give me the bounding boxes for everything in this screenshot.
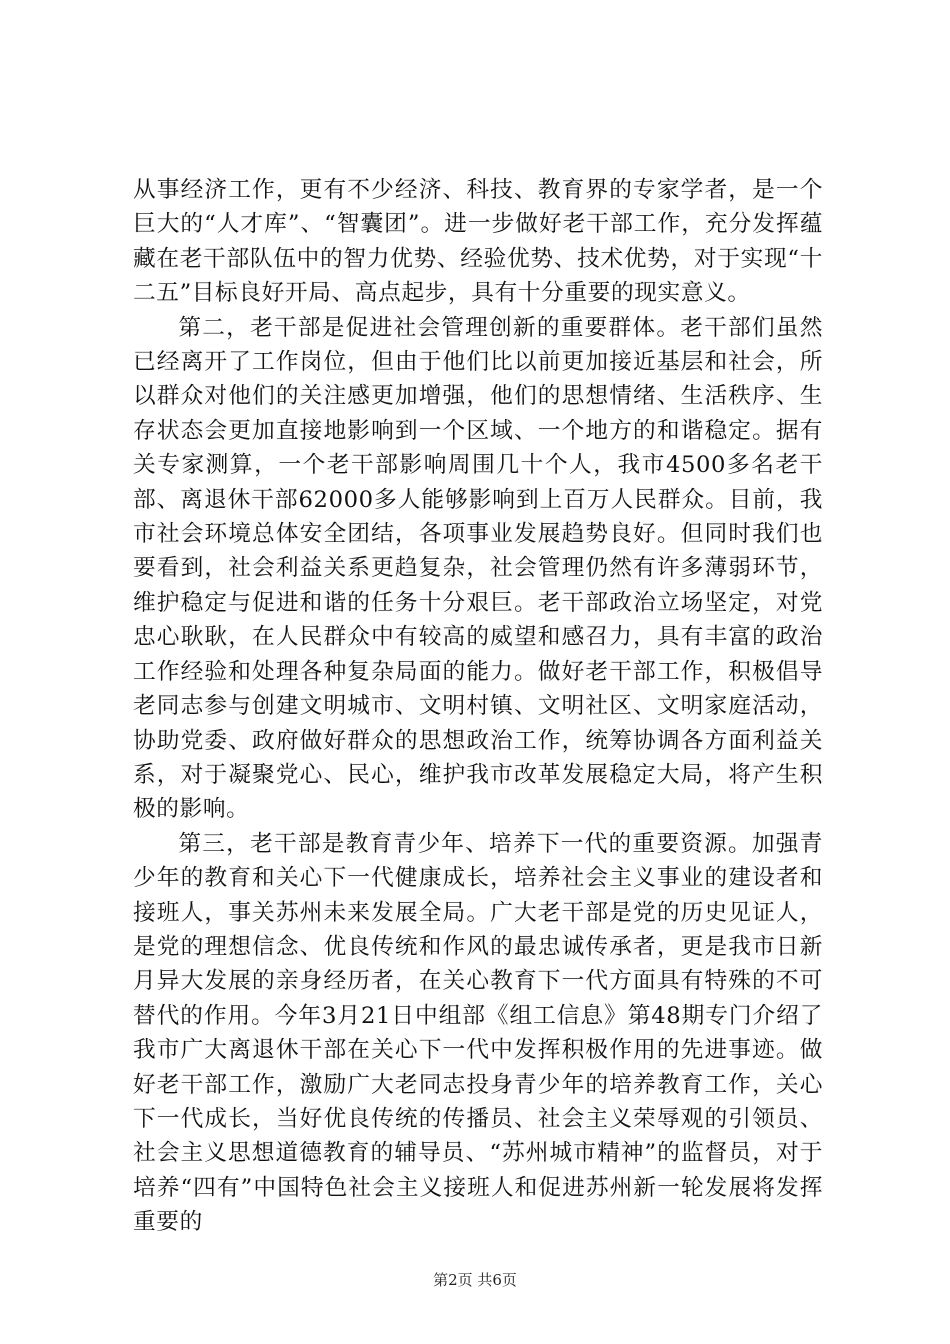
document-body [133, 173, 823, 1240]
paragraph-continuation: 从事经济工作，更有不少经济、科技、教育界的专家学者，是一个巨大的“人才库”、“智囊团”。进一步做好老干部工作，充分发挥蕴藏在老干部队伍中的智力优势、经验优势、技术优势，对于实现“十二五”目标良好开局、高点起步，具有十分重要的现实意义。 [133, 177, 823, 307]
paragraph-second-point: 第二，老干部是促进社会管理创新的重要群体。老干部们虽然已经离开了工作岗位，但由于他们比以前更加接近基层和社会，所以群众对他们的关注感更加增强，他们的思想情绪、生活秩序、生存状态会更加直接地影响到一个区域、一个地方的和谐稳定。据有关专家测算，一个老干部影响周围几十个人，我市4500多名老干部、离退休干部62000多人能够影响到上百万人民群众。目前，我市社会环境总体安全团结，各项事业发展趋势良好。但同时我们也要看到，社会利益关系更趋复杂，社会管理仍然有许多薄弱环节，维护稳定与促进和谐的任务十分艰巨。老干部政治立场坚定，对党忠心耿耿，在人民群众中有较高的威望和感召力，具有丰富的政治工作经验和处理各种复杂局面的能力。做好老干部工作，积极倡导老同志参与创建文明城市、文明村镇、文明社区、文明家庭活动，协助党委、政府做好群众的思想政治工作，统筹协调各方面利益关系，对于凝聚党心、民心，维护我市改革发展稳定大局，将产生积极的影响。 [133, 314, 823, 823]
paragraph-third-point: 第三，老干部是教育青少年、培养下一代的重要资源。加强青少年的教育和关心下一代健康成长，培养社会主义事业的建设者和接班人，事关苏州未来发展全局。广大老干部是党的历史见证人，是党的理想信念、优良传统和作风的最忠诚传承者，更是我市日新月异大发展的亲身经历者，在关心教育下一代方面具有特殊的不可替代的作用。今年3月21日中组部《组工信息》第48期专门介绍了我市广大离退休干部在关心下一代中发挥积极作用的先进事迹。做好老干部工作，激励广大老同志投身青少年的培养教育工作，关心下一代成长，当好优良传统的传播员、社会主义荣辱观的引领员、社会主义思想道德教育的辅导员、“苏州城市精神”的监督员，对于培养“四有”中国特色社会主义接班人和促进苏州新一轮发展将发挥重要的 [133, 830, 823, 1236]
page-number-footer: 第2页 共6页 [433, 1271, 517, 1289]
